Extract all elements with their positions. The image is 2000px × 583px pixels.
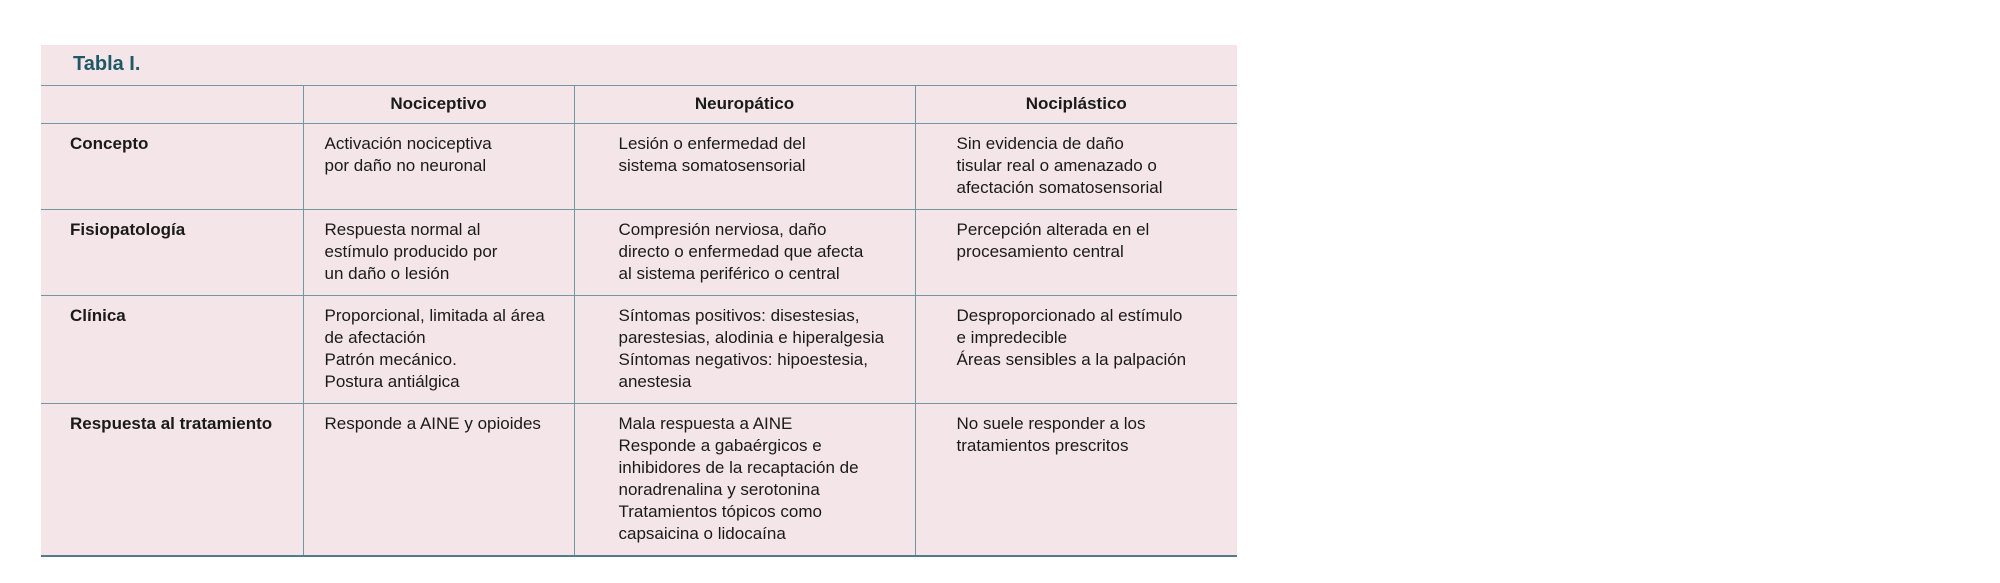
cell-neuropatico [574, 123, 915, 209]
cell-nociplastico [915, 123, 1237, 209]
cell-line: Tratamientos tópicos como [618, 501, 822, 521]
pain-types-table [41, 86, 1237, 555]
cell-line: Postura antiálgica [324, 371, 460, 391]
cell-neuropatico [574, 403, 915, 555]
cell-nociceptivo [303, 295, 574, 403]
cell-line: procesamiento central [956, 241, 1124, 261]
cell-line: No suele responder a los [956, 413, 1146, 433]
cell-line: Síntomas positivos: disestesias, [618, 305, 860, 325]
table-row [41, 295, 1237, 403]
cell-line: Mala respuesta a AINE [618, 413, 793, 433]
cell-line: inhibidores de la recaptación de [618, 457, 859, 477]
cell-line: anestesia [618, 371, 692, 391]
cell-line: Áreas sensibles a la palpación [956, 349, 1187, 369]
cell-line: parestesias, alodinia e hiperalgesia [618, 327, 885, 347]
row-label: Fisiopatología [70, 219, 186, 239]
cell-line: Activación nociceptiva [324, 133, 492, 153]
cell-neuropatico [574, 209, 915, 295]
cell-line: Sin evidencia de daño [956, 133, 1124, 153]
cell-line: tisular real o amenazado o [956, 155, 1157, 175]
cell-line: un daño o lesión [324, 263, 450, 283]
row-label: Respuesta al tratamiento [70, 413, 273, 433]
row-label: Concepto [70, 133, 149, 153]
table-title: Tabla I. [41, 45, 1237, 86]
cell-line: directo o enfermedad que afecta [618, 241, 864, 261]
header-row [41, 86, 1237, 123]
cell-line: Responde a gabaérgicos e [618, 435, 822, 455]
cell-line: Desproporcionado al estímulo [956, 305, 1183, 325]
cell-line: por daño no neuronal [324, 155, 487, 175]
cell-line: Patrón mecánico. [324, 349, 457, 369]
table-row [41, 123, 1237, 209]
header-nociplastico: Nociplástico [915, 86, 1237, 123]
cell-line: Responde a AINE y opioides [324, 413, 541, 433]
cell-nociplastico [915, 295, 1237, 403]
header-empty [41, 86, 303, 123]
header-nociceptivo: Nociceptivo [303, 86, 574, 123]
cell-line: afectación somatosensorial [956, 177, 1163, 197]
table-row [41, 403, 1237, 555]
cell-nociplastico [915, 209, 1237, 295]
cell-line: Respuesta normal al [324, 219, 481, 239]
cell-line: sistema somatosensorial [618, 155, 806, 175]
table-row [41, 209, 1237, 295]
cell-nociceptivo [303, 123, 574, 209]
pain-types-table-panel [41, 45, 1237, 557]
cell-nociceptivo [303, 403, 574, 555]
cell-nociceptivo [303, 209, 574, 295]
cell-line: Proporcional, limitada al área [324, 305, 545, 325]
cell-line: tratamientos prescritos [956, 435, 1129, 455]
cell-line: de afectación [324, 327, 426, 347]
cell-line: estímulo producido por [324, 241, 498, 261]
cell-nociplastico [915, 403, 1237, 555]
cell-line: noradrenalina y serotonina [618, 479, 820, 499]
cell-line: capsaicina o lidocaína [618, 523, 786, 543]
cell-line: Compresión nerviosa, daño [618, 219, 827, 239]
row-label: Clínica [70, 305, 126, 325]
cell-line: e impredecible [956, 327, 1068, 347]
cell-neuropatico [574, 295, 915, 403]
cell-line: Síntomas negativos: hipoestesia, [618, 349, 868, 369]
header-neuropatico: Neuropático [574, 86, 915, 123]
cell-line: Lesión o enfermedad del [618, 133, 806, 153]
cell-line: Percepción alterada en el [956, 219, 1150, 239]
cell-line: al sistema periférico o central [618, 263, 840, 283]
